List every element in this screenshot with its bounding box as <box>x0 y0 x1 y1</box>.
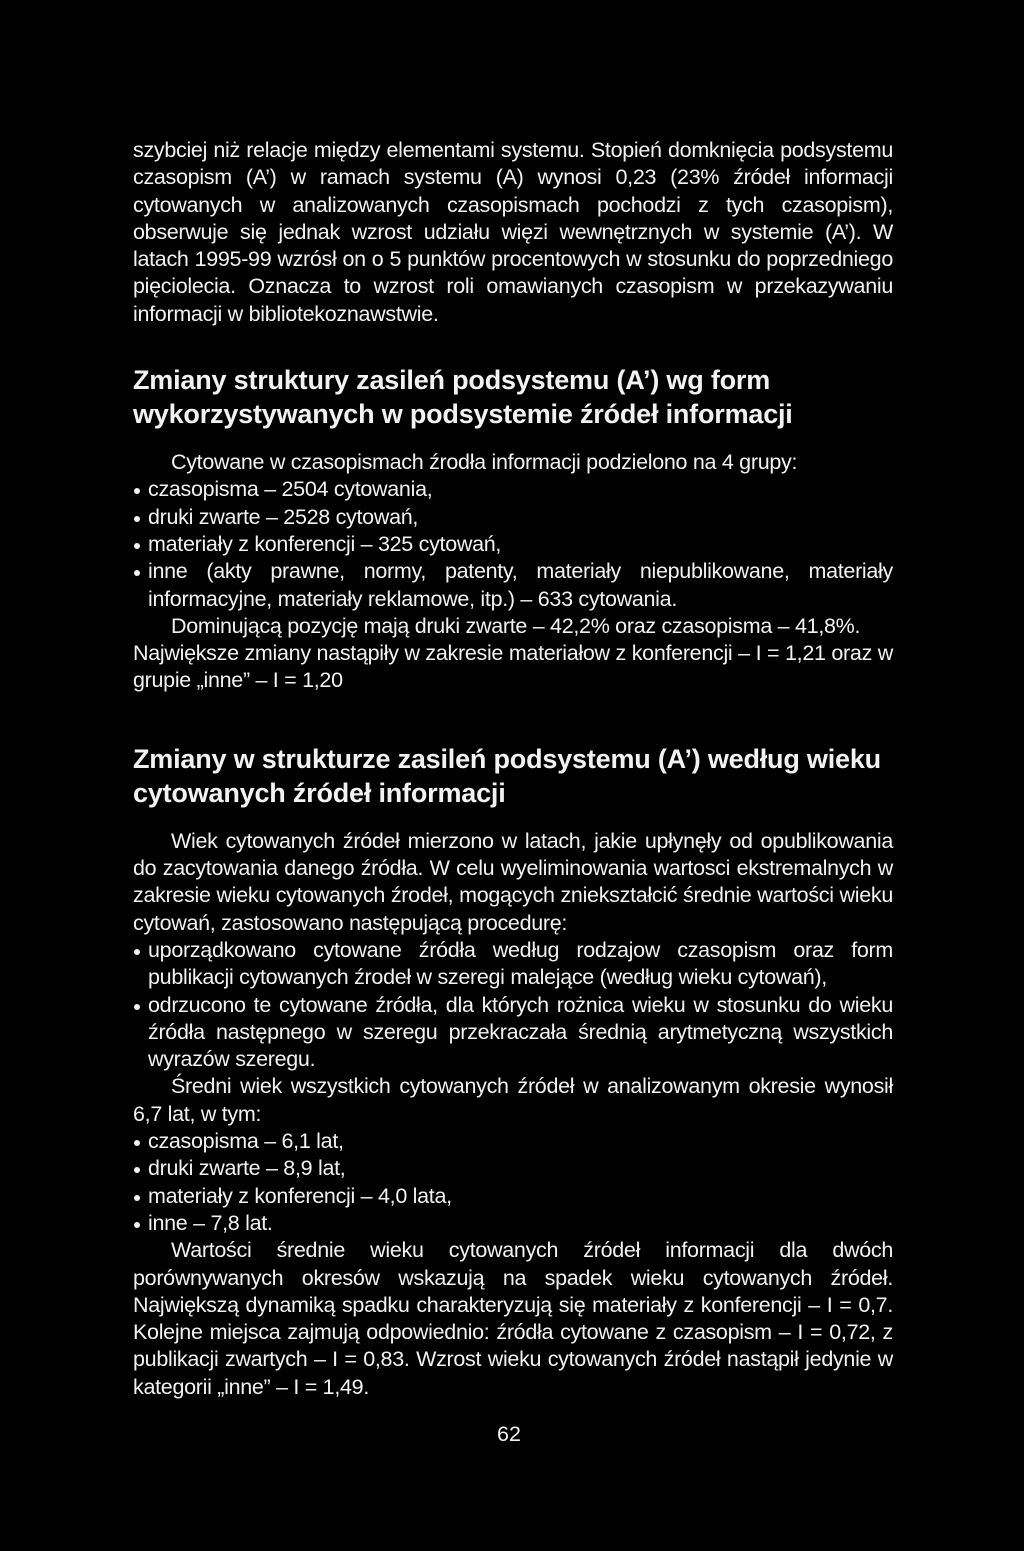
age-by-form-list <box>133 1128 893 1237</box>
list-item: materiały z konferencji – 325 cytowań, <box>133 531 893 558</box>
section1-lead: Cytowane w czasopismach źrodła informacji podzielono na 4 grupy: <box>171 450 798 475</box>
list-item: inne – 7,8 lat. <box>133 1210 893 1237</box>
list-item: uporządkowano cytowane źródła według rodzajow czasopism oraz form publikacji cytowanych źrodeł w szeregi malejące (według wieku cytowań), <box>133 937 893 992</box>
dominant-position-paragraph: Dominującą pozycję mają druki zwarte – 42,2% oraz czasopisma – 41,8%. <box>171 613 861 638</box>
procedure-list <box>133 937 893 1073</box>
page-number: 62 <box>497 1422 521 1446</box>
section-heading-age: Zmiany w strukturze zasileń podsystemu (A’) według wieku cytowanych źródeł informacji <box>133 743 881 808</box>
list-item: inne (akty prawne, normy, patenty, materiały niepublikowane, materiały informacyjne, materiały reklamowe, itp.) – 633 cytowania. <box>133 558 893 613</box>
age-method-paragraph: Wiek cytowanych źródeł mierzono w latach, jakie upłynęły od opublikowania do zacytowania danego źródła. W celu wyeliminowania wartosci ekstremalnych w zakresie wieku cytowanych źrodeł, mogących zniekształcić średnie wartości wieku cytowań, zastosowano następującą procedurę: <box>133 828 893 935</box>
average-age-paragraph: Średni wiek wszystkich cytowanych źródeł w analizowanym okresie wynosił 6,7 lat, w tym: <box>133 1074 893 1126</box>
list-item: druki zwarte – 8,9 lat, <box>133 1155 893 1182</box>
section-body-age <box>133 828 893 1401</box>
list-item: odrzucono te cytowane źródła, dla których rożnica wieku w stosunku do wieku źródła następnego w szeregu przekraczała średnią arytmetyczną wszystkich wyrazów szeregu. <box>133 992 893 1074</box>
document-page <box>133 137 893 1401</box>
list-item: druki zwarte – 2528 cytowań, <box>133 504 893 531</box>
intro-paragraph: szybciej niż relacje między elementami systemu. Stopień domknięcia podsystemu czasopism (A’) w ramach systemu (A) wynosi 0,23 (23% źródeł informacji cytowanych w analizowanych czasopismach pochodzi z tych czasopism), obserwuje się jednak wzrost udziału więzi wewnętrznych w systemie (A’). W latach 1995-99 wzrósł on o 5 punktów procentowych w stosunku do poprzedniego pięciolecia. Oznacza to wzrost roli omawianych czasopism w przekazywaniu informacji w bibliotekoznawstwie. <box>133 138 893 326</box>
largest-changes-paragraph: Największe zmiany nastąpiły w zakresie materiałow z konferencji – I = 1,21 oraz w grupie „inne” – I = 1,20 <box>133 641 893 693</box>
section-heading-structure: Zmiany struktury zasileń podsystemu (A’) wg form wykorzystywanych w podsystemie źródeł informacji <box>133 365 793 430</box>
section-body-structure <box>133 449 893 695</box>
list-item: czasopisma – 2504 cytowania, <box>133 476 893 503</box>
list-item: czasopisma – 6,1 lat, <box>133 1128 893 1155</box>
list-item: materiały z konferencji – 4,0 lata, <box>133 1183 893 1210</box>
source-groups-list <box>133 476 893 612</box>
conclusion-paragraph: Wartości średnie wieku cytowanych źródeł informacji dla dwóch porównywanych okresów wskazują na spadek wieku cytowanych źródeł. Największą dynamiką spadku charakteryzują się materiały z konferencji – I = 0,7. Kolejne miejsca zajmują odpowiednio: źródła cytowane z czasopism – I = 0,72, z publikacji zwartych – I = 0,83. Wzrost wieku cytowanych źródeł nastąpił jedynie w kategorii „inne” – I = 1,49. <box>133 1238 893 1399</box>
